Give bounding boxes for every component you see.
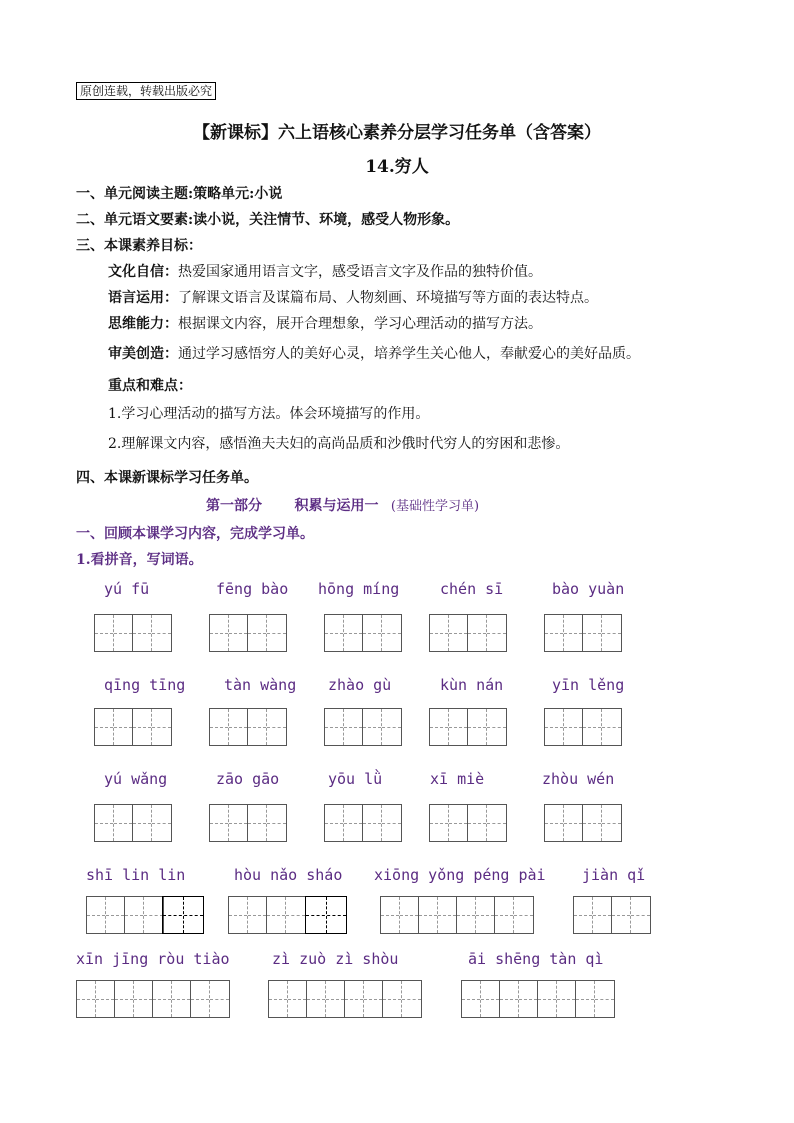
pinyin-label: xīn jīng ròu tiào — [76, 950, 230, 968]
pinyin-label: yīn lěng — [552, 676, 625, 694]
pinyin-label: hòu nǎo sháo — [234, 866, 343, 884]
pinyin-label: hōng míng — [318, 580, 400, 598]
document-title: 【新课标】六上语核心素养分层学习任务单（含答案） — [193, 123, 601, 143]
section-unit-theme: 一、单元阅读主题:策略单元:小说 — [76, 186, 283, 202]
goal-text: 了解课文语言及谋篇布局、人物刻画、环境描写等方面的表达特点。 — [178, 290, 598, 306]
pinyin-label: kùn nán — [440, 676, 504, 694]
writing-grid[interactable] — [461, 980, 615, 1018]
writing-grid[interactable] — [94, 708, 172, 746]
pinyin-label: yú wǎng — [104, 770, 168, 788]
writing-square[interactable] — [305, 896, 347, 934]
goal-language — [108, 288, 598, 308]
writing-square[interactable] — [162, 896, 204, 934]
writing-grid[interactable] — [573, 896, 651, 934]
pinyin-label: zhào gù — [328, 676, 392, 694]
goal-aesthetic — [108, 344, 640, 364]
goal-label: 思维能力： — [108, 316, 178, 332]
pinyin-label: zāo gāo — [216, 770, 280, 788]
pinyin-label: xiōng yǒng péng pài — [374, 866, 546, 884]
pinyin-label: tàn wàng — [224, 676, 297, 694]
writing-grid[interactable] — [268, 980, 422, 1018]
section-task-list: 四、本课新课标学习任务单。 — [76, 470, 258, 486]
pinyin-label: jiàn qǐ — [582, 866, 646, 884]
part-name: 积累与运用一 — [294, 498, 379, 514]
writing-grid[interactable] — [228, 896, 306, 934]
pinyin-label: zhòu wén — [542, 770, 615, 788]
writing-grid[interactable] — [429, 804, 507, 842]
writing-grid[interactable] — [209, 708, 287, 746]
part-title: 第一部分 — [206, 498, 262, 514]
key-point-item: 1.学习心理活动的描写方法。体会环境描写的作用。 — [108, 406, 430, 422]
lesson-title: 14.穷人 — [365, 157, 429, 177]
pinyin-label: fēng bào — [216, 580, 289, 598]
exercise-heading: 1.看拼音，写词语。 — [76, 552, 203, 568]
section-goals-heading: 三、本课素养目标： — [76, 238, 202, 254]
writing-grid[interactable] — [380, 896, 534, 934]
goal-label: 文化自信： — [108, 264, 178, 280]
writing-grid[interactable] — [544, 804, 622, 842]
goal-culture — [108, 262, 542, 282]
pinyin-label: chén sī — [440, 580, 504, 598]
goal-text: 热爱国家通用语言文字，感受语言文字及作品的独特价值。 — [178, 264, 542, 280]
writing-grid[interactable] — [324, 804, 402, 842]
part-heading — [206, 496, 479, 517]
writing-grid[interactable] — [94, 804, 172, 842]
part-type: (基础性学习单) — [390, 499, 480, 514]
pinyin-label: shī lin lin — [86, 866, 186, 884]
writing-grid[interactable] — [86, 896, 164, 934]
key-point-item: 2.理解课文内容，感悟渔夫夫妇的高尚品质和沙俄时代穷人的穷困和悲惨。 — [108, 436, 570, 452]
writing-grid[interactable] — [324, 614, 402, 652]
section-unit-elements: 二、单元语文要素:读小说，关注情节、环境，感受人物形象。 — [76, 212, 460, 228]
writing-grid[interactable] — [209, 614, 287, 652]
writing-grid[interactable] — [76, 980, 230, 1018]
goal-text: 根据课文内容，展开合理想象，学习心理活动的描写方法。 — [178, 316, 542, 332]
key-points-heading: 重点和难点： — [108, 378, 192, 394]
pinyin-label: zì zuò zì shòu — [272, 950, 399, 968]
goal-thinking — [108, 314, 542, 334]
writing-grid[interactable] — [544, 708, 622, 746]
review-heading: 一、回顾本课学习内容，完成学习单。 — [76, 526, 314, 542]
pinyin-label: yú fū — [104, 580, 150, 598]
writing-grid[interactable] — [209, 804, 287, 842]
writing-grid[interactable] — [429, 708, 507, 746]
writing-grid[interactable] — [544, 614, 622, 652]
goal-label: 审美创造： — [108, 346, 178, 362]
pinyin-label: xī miè — [430, 770, 485, 788]
goal-label: 语言运用： — [108, 290, 178, 306]
writing-grid[interactable] — [324, 708, 402, 746]
copyright-stamp: 原创连载，转载出版必究 — [76, 82, 216, 100]
pinyin-label: yōu lǜ — [328, 770, 383, 788]
writing-grid[interactable] — [94, 614, 172, 652]
pinyin-label: āi shēng tàn qì — [468, 950, 604, 968]
writing-grid[interactable] — [429, 614, 507, 652]
pinyin-label: qīng tīng — [104, 676, 186, 694]
pinyin-label: bào yuàn — [552, 580, 625, 598]
goal-text: 通过学习感悟穷人的美好心灵，培养学生关心他人，奉献爱心的美好品质。 — [178, 346, 640, 362]
